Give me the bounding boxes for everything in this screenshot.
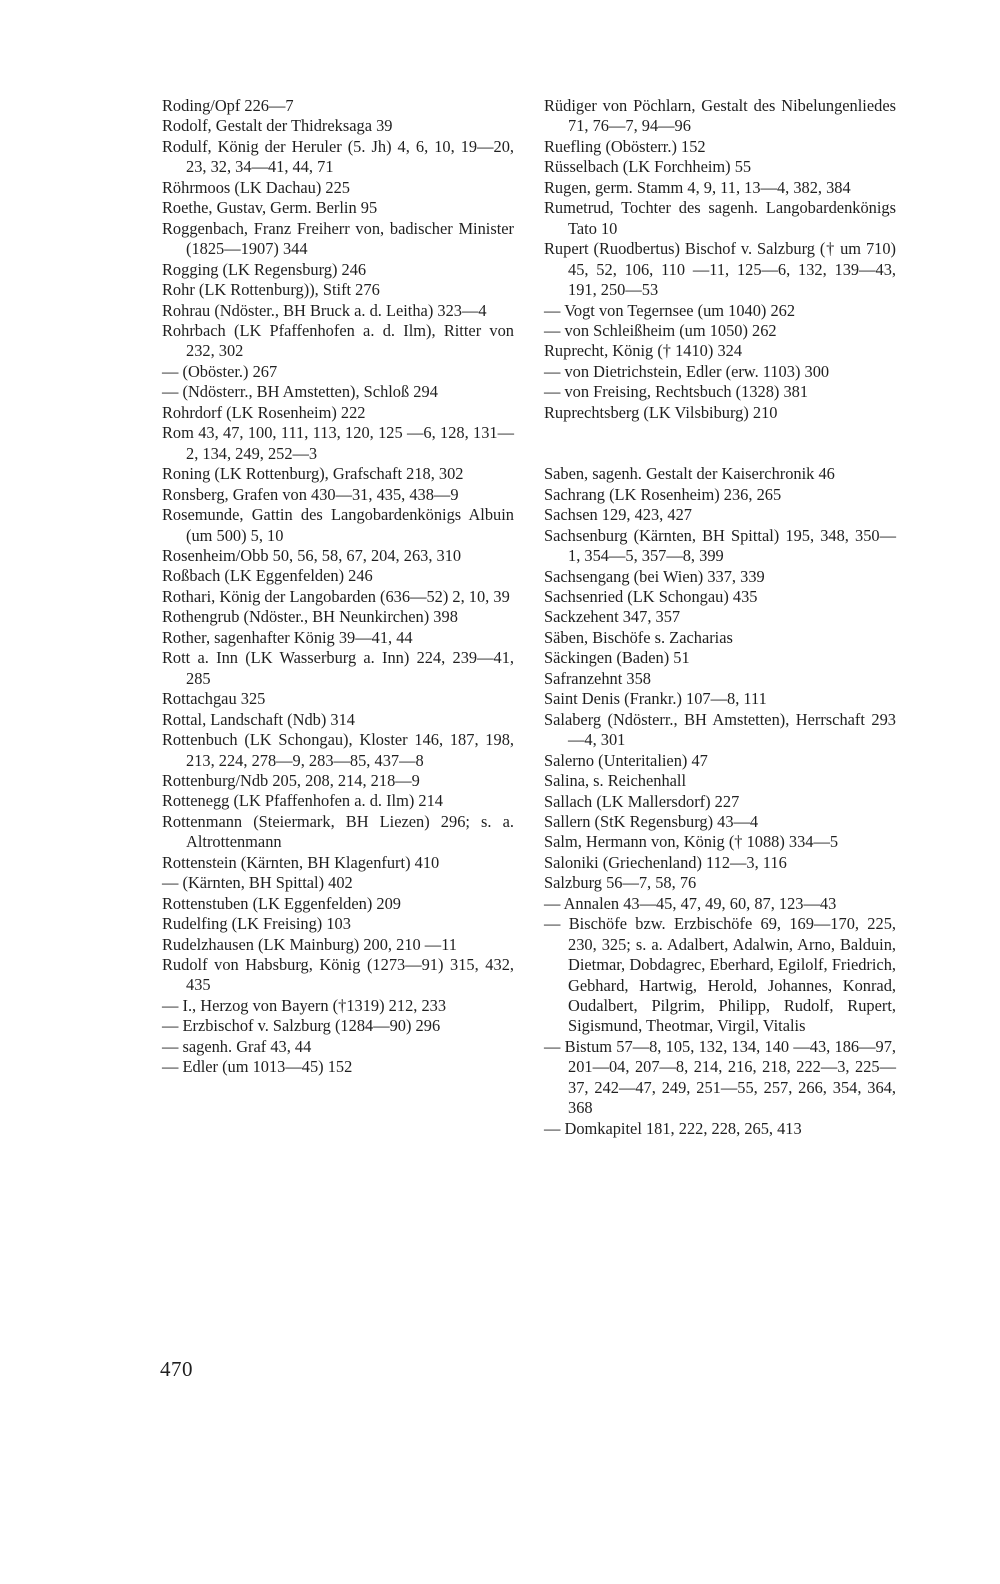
- index-entry: Salaberg (Ndösterr., BH Amstetten), Herrschaft 293—4, 301: [544, 709, 896, 750]
- index-entry: Rodulf, König der Heruler (5. Jh) 4, 6, 10, 19—20, 23, 32, 34—41, 44, 71: [162, 136, 514, 177]
- index-entry: — von Freising, Rechtsbuch (1328) 381: [544, 382, 809, 402]
- index-column-left: [162, 96, 514, 1078]
- index-entry: — Edler (um 1013—45) 152: [162, 1057, 353, 1077]
- index-entry: Röhrmoos (LK Dachau) 225: [162, 177, 350, 197]
- index-entry: Rudelfing (LK Freising) 103: [162, 914, 351, 934]
- index-entry: — (Kärnten, BH Spittal) 402: [162, 873, 353, 893]
- index-group-s: [544, 464, 896, 1139]
- index-entry: — (Ndösterr., BH Amstetten), Schloß 294: [162, 382, 438, 402]
- index-entry: Saint Denis (Frankr.) 107—8, 111: [544, 689, 767, 709]
- index-entry: Rosenheim/Obb 50, 56, 58, 67, 204, 263, 310: [162, 545, 462, 565]
- index-entry: Rupert (Ruodbertus) Bischof v. Salzburg († um 710) 45, 52, 106, 110 —11, 125—6, 132, 139—43, 191, 250—53: [544, 239, 896, 300]
- index-entry: Rugen, germ. Stamm 4, 9, 11, 13—4, 382, 384: [544, 177, 851, 197]
- index-entry: Rothengrub (Ndöster., BH Neunkirchen) 398: [162, 607, 458, 627]
- index-entry: Roding/Opf 226—7: [162, 96, 294, 115]
- index-entry: Salina, s. Reichenhall: [544, 771, 687, 791]
- index-entry: Sachrang (LK Rosenheim) 236, 265: [544, 484, 782, 504]
- index-entry: Rottenstein (Kärnten, BH Klagenfurt) 410: [162, 852, 440, 872]
- index-entry: Saben, sagenh. Gestalt der Kaiserchronik 46: [544, 464, 835, 484]
- index-entry: Sackzehent 347, 357: [544, 607, 681, 627]
- index-entry: Rohrau (Ndöster., BH Bruck a. d. Leitha) 323—4: [162, 300, 487, 320]
- index-entry: — (Oböster.) 267: [162, 361, 278, 381]
- index-entry: Ruefling (Obösterr.) 152: [544, 136, 706, 156]
- index-entry: Rottenburg/Ndb 205, 208, 214, 218—9: [162, 770, 420, 790]
- index-entry: Roßbach (LK Eggenfelden) 246: [162, 566, 373, 586]
- index-entry: Rottenmann (Steiermark, BH Liezen) 296; s. a. Altrottenmann: [162, 811, 514, 852]
- index-entry: — Domkapitel 181, 222, 228, 265, 413: [544, 1118, 802, 1138]
- index-entry: Rohr (LK Rottenburg)), Stift 276: [162, 280, 380, 300]
- page-number: 470: [160, 1357, 193, 1381]
- index-entry: Säben, Bischöfe s. Zacharias: [544, 627, 733, 647]
- index-entry: — Bistum 57—8, 105, 132, 134, 140 —43, 186—97, 201—04, 207—8, 214, 216, 218, 222—3, 225—37, 242—47, 249, 251—55, 257, 266, 354, 364, 368: [544, 1036, 896, 1118]
- index-entry: Rom 43, 47, 100, 111, 113, 120, 125 —6, 128, 131—2, 134, 249, 252—3: [162, 423, 514, 463]
- index-entry: Rottenbuch (LK Schongau), Kloster 146, 187, 198, 213, 224, 278—9, 283—85, 437—8: [162, 730, 514, 770]
- index-entry: Sachsenried (LK Schongau) 435: [544, 586, 758, 606]
- index-entry: Sallern (StK Regensburg) 43—4: [544, 811, 759, 831]
- index-entry: — Erzbischof v. Salzburg (1284—90) 296: [162, 1016, 441, 1036]
- index-entry: — Vogt von Tegernsee (um 1040) 262: [544, 300, 796, 320]
- index-entry: Salerno (Unteritalien) 47: [544, 750, 708, 770]
- letter-group-gap: [544, 423, 896, 464]
- index-entry: Rothari, König der Langobarden (636—52) 2, 10, 39: [162, 586, 510, 606]
- index-entry: Sachsenburg (Kärnten, BH Spittal) 195, 348, 350—1, 354—5, 357—8, 399: [544, 525, 896, 566]
- index-entry: Rodolf, Gestalt der Thidreksaga 39: [162, 116, 393, 136]
- index-entry: Rumetrud, Tochter des sagenh. Langobardenkönigs Tato 10: [544, 198, 896, 238]
- index-entry: Rosemunde, Gattin des Langobardenkönigs Albuin (um 500) 5, 10: [162, 505, 514, 545]
- index-entry: Saloniki (Griechenland) 112—3, 116: [544, 852, 787, 872]
- index-entry: Ruprechtsberg (LK Vilsbiburg) 210: [544, 402, 778, 422]
- index-column-right: [544, 96, 896, 1139]
- index-entry: Salm, Hermann von, König († 1088) 334—5: [544, 832, 839, 852]
- index-entry: Roggenbach, Franz Freiherr von, badischer Minister (1825—1907) 344: [162, 218, 514, 259]
- index-entry: Ruprecht, König († 1410) 324: [544, 341, 743, 361]
- index-entry: Rudolf von Habsburg, König (1273—91) 315, 432, 435: [162, 955, 514, 995]
- index-entry: Roning (LK Rottenburg), Grafschaft 218, 302: [162, 464, 464, 484]
- index-entry: Rüdiger von Pöchlarn, Gestalt des Nibelungenliedes 71, 76—7, 94—96: [544, 96, 896, 136]
- index-entry: Rottenstuben (LK Eggenfelden) 209: [162, 893, 401, 913]
- index-entry: — Annalen 43—45, 47, 49, 60, 87, 123—43: [544, 893, 837, 913]
- index-entry: Sachsen 129, 423, 427: [544, 505, 692, 525]
- index-entry: Rüsselbach (LK Forchheim) 55: [544, 157, 752, 177]
- index-entry: Ronsberg, Grafen von 430—31, 435, 438—9: [162, 484, 459, 504]
- index-entry: Safranzehnt 358: [544, 668, 651, 688]
- index-entry: Sallach (LK Mallersdorf) 227: [544, 791, 740, 811]
- index-entry: — von Dietrichstein, Edler (erw. 1103) 300: [544, 361, 830, 381]
- index-entry: Rohrbach (LK Pfaffenhofen a. d. Ilm), Ritter von 232, 302: [162, 320, 514, 361]
- index-entry: Säckingen (Baden) 51: [544, 648, 690, 668]
- index-entry: — Bischöfe bzw. Erzbischöfe 69, 169—170, 225, 230, 325; s. a. Adalbert, Adalwin, Arno, Balduin, Dietmar, Dobdagrec, Eberhard, Egilolf, Friedrich, Gebhard, Hartwig, Herold, Johannes, Konrad, Oudalbert, Pilgrim, Philipp, Rudolf, Rupert, Sigismund, Theotmar, Virgil, Vitalis: [544, 914, 896, 1036]
- index-entry: Rohrdorf (LK Rosenheim) 222: [162, 402, 366, 422]
- index-entry: — I., Herzog von Bayern (†1319) 212, 233: [162, 995, 447, 1015]
- index-entry: Roethe, Gustav, Germ. Berlin 95: [162, 198, 378, 218]
- index-group-r: [544, 96, 896, 423]
- index-entry: Rogging (LK Regensburg) 246: [162, 259, 367, 279]
- index-entry: Rott a. Inn (LK Wasserburg a. Inn) 224, 239—41, 285: [162, 648, 514, 688]
- index-entry: — von Schleißheim (um 1050) 262: [544, 320, 777, 340]
- index-entry: Rottachgau 325: [162, 689, 266, 709]
- index-entry: Rottenegg (LK Pfaffenhofen a. d. Ilm) 214: [162, 791, 443, 811]
- index-entry: Rudelzhausen (LK Mainburg) 200, 210 —11: [162, 934, 457, 954]
- index-entry: — sagenh. Graf 43, 44: [162, 1036, 312, 1056]
- index-entry: Salzburg 56—7, 58, 76: [544, 873, 697, 893]
- index-entry: Rother, sagenhafter König 39—41, 44: [162, 627, 413, 647]
- index-entry: Sachsengang (bei Wien) 337, 339: [544, 566, 765, 586]
- index-entry: Rottal, Landschaft (Ndb) 314: [162, 709, 355, 729]
